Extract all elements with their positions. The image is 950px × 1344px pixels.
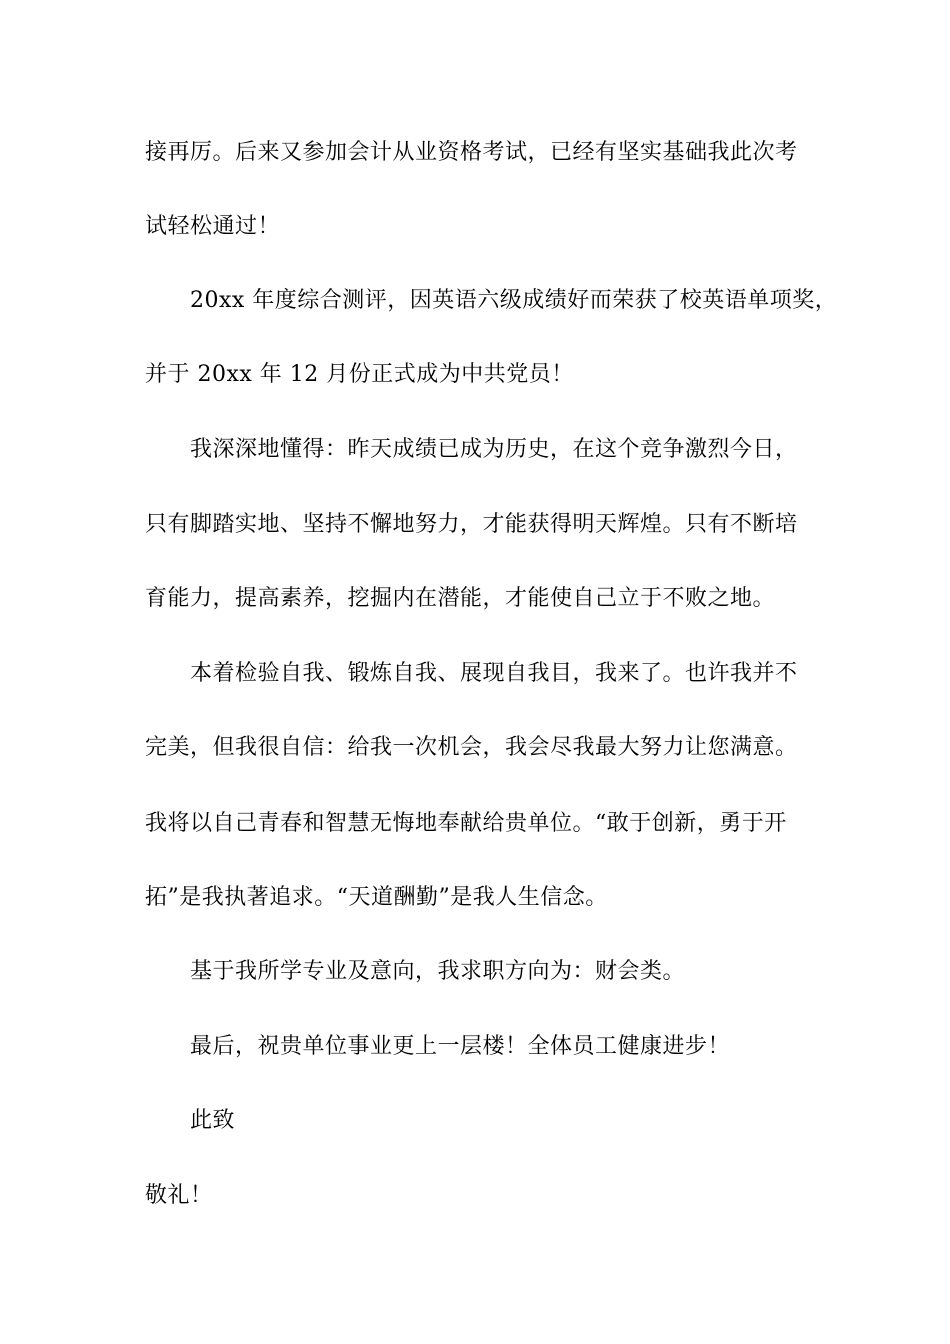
text-line: 最后，祝贵单位事业更上一层楼！全体员工健康进步！ (190, 1034, 731, 1059)
text-line: 只有脚踏实地、坚持不懈地努力，才能获得明天辉煌。只有不断培 (145, 512, 798, 537)
text-line: 本着检验自我、锻炼自我、展现自我目，我来了。也许我并不 (190, 661, 798, 686)
text-line: 拓”是我执著追求。“天道酬勤”是我人生信念。 (145, 885, 608, 910)
text-line: 并于 20xx 年 12 月份正式成为中共党员！ (145, 362, 574, 387)
text-line: 试轻松通过！ (145, 214, 281, 239)
text-line: 20xx 年度综合测评，因英语六级成绩好而荣获了校英语单项奖， (190, 288, 838, 313)
text-line: 基于我所学专业及意向，我求职方向为：财会类。 (190, 959, 686, 984)
text-line: 育能力，提高素养，挖掘内在潜能，才能使自己立于不败之地。 (145, 586, 776, 611)
text-line: 我将以自己青春和智慧无悔地奉献给贵单位。“敢于创新，勇于开 (145, 811, 787, 836)
text-line: 完美，但我很自信：给我一次机会，我会尽我最大努力让您满意。 (145, 735, 798, 760)
text-line: 接再厉。后来又参加会计从业资格考试，已经有坚实基础我此次考 (145, 140, 798, 165)
closing-salutation: 此致 (190, 1108, 236, 1133)
text-line: 我深深地懂得：昨天成绩已成为历史，在这个竞争激烈今日， (190, 437, 798, 462)
closing-regards: 敬礼！ (145, 1183, 213, 1208)
